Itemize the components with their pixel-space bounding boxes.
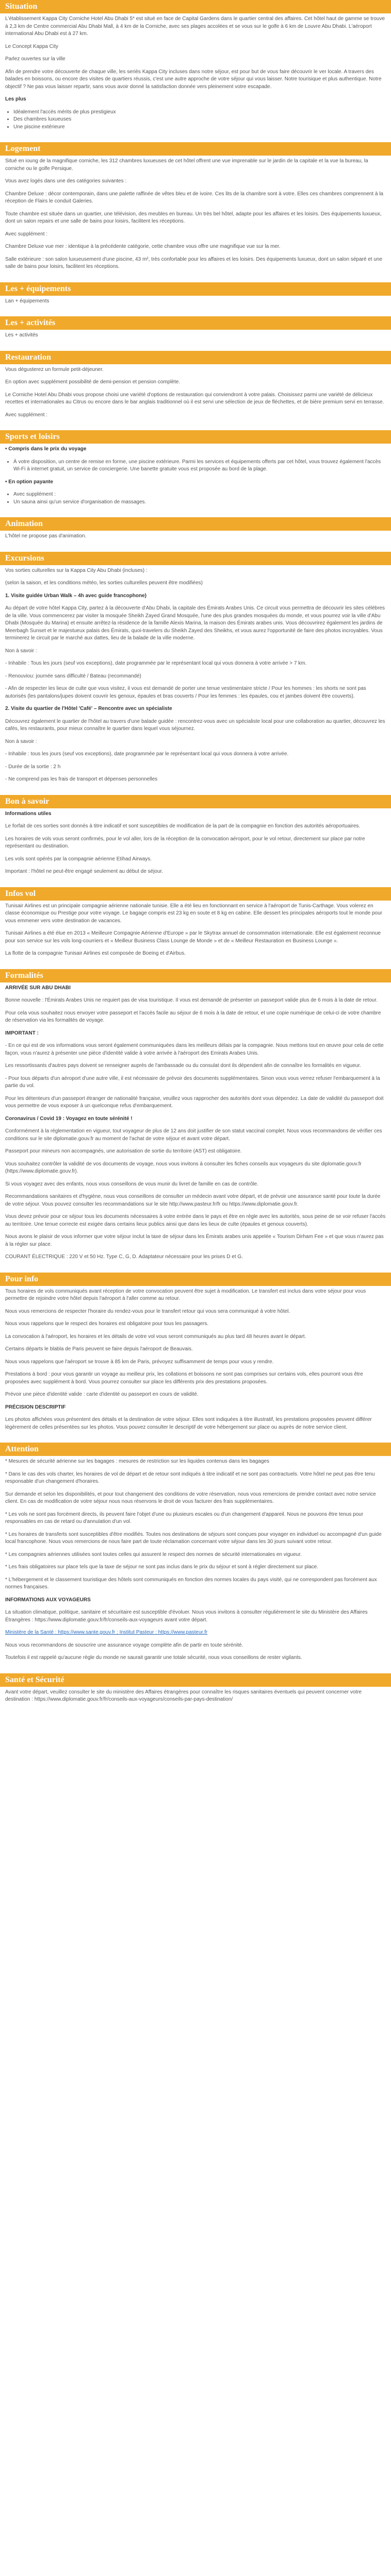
attention-text: Sur demande et selon les disponibilités, et pour tout changement des conditions de votre réservation, nous vous remercions de prendre contact avec notre service client. En cas de modification de votre séjour nous nous réservons le droit de vous facturer des frais supplémentaires. xyxy=(5,1491,376,1504)
attention-text: La situation climatique, politique, sanitaire et sécuritaire est susceptible d'évoluer. Nous vous invitons à consulter régulièrement le site du Ministère des Affaires Étrangères : https://www.diplomatie.gouv.fr/fr/conseils-aux-voyageurs avant votre départ. xyxy=(5,1609,368,1623)
logement-text: Salle extérieure : son salon luxueusement d'une piscine, 43 m², très confortable pour les affaires et les loisirs. Des équipements luxueux, dont un salon séparé et une salle de bains pour loisirs, facilitent les réceptions. xyxy=(5,256,383,269)
attention-text: * Les frais obligatoires sur place tels que la taxe de séjour ne sont pas inclus dans le prix du séjour et sont à régler directement sur place. xyxy=(5,1564,318,1570)
pour-info-text: Certains départs le blabla de Paris peuvent se faire depuis l'aéroport de Beauvais. xyxy=(5,1346,193,1352)
section-activites-header: Les + activités xyxy=(0,316,391,330)
les-plus-title: Les plus xyxy=(5,96,26,102)
formalites-text: COURANT ÉLECTRIQUE : 220 V et 50 Hz. Type C, G, D. Adaptateur nécessaire pour les prises D et G. xyxy=(5,1254,243,1260)
logement-text: Vous avez logés dans une des catégories suivantes : xyxy=(5,178,127,184)
formalites-text: Les ressortissants d'autres pays doivent se renseigner auprès de l'ambassade ou du consulat dont ils dépendent afin de connaître les formalités en vigueur. xyxy=(5,1063,361,1069)
list-item: • Une piscine extérieure xyxy=(13,124,386,131)
formalites-text: Passeport pour mineurs non accompagnés, une autorisation de sortie du territoire (AST) est obligatoire. xyxy=(5,1148,242,1154)
section-pour-info-body xyxy=(0,1286,391,1432)
list-item: • Idéalement l'accès mérits de plus prestigieux xyxy=(13,109,386,116)
section-situation-body xyxy=(0,13,391,131)
section-animation-header: Animation xyxy=(0,517,391,531)
section-formalites-header: Formalités xyxy=(0,969,391,982)
formalites-text: Si vous voyagez avec des enfants, nous vous conseillons de vous munir du livret de famille en cas de contrôle. xyxy=(5,1181,258,1187)
section-sante-body xyxy=(0,1687,391,1704)
les-plus-list xyxy=(5,109,386,131)
section-pour-info-header: Pour info xyxy=(0,1273,391,1286)
attention-text: * Les vols ne sont pas forcément directs, ils peuvent faire l'objet d'une ou plusieurs escales ou d'un changement d'appareil. Nous ne pouvons être tenus pour responsables en cas de retard ou d'annulation d'un vol. xyxy=(5,1511,364,1524)
animation-text: L'hôtel ne propose pas d'animation. xyxy=(5,533,87,539)
voyageurs-title: INFORMATIONS AUX VOYAGEURS xyxy=(5,1597,91,1603)
section-activites-body xyxy=(0,330,391,340)
excursions-text: Au départ de votre hôtel Kappa City, partez à la découverte d'Abu Dhabi, la capitale des Émirats Arabes Unis. Ce circuit vous permettra de découvrir les sites célèbres de la ville. Vous commencerez par visiter la mosquée Sheikh Zayed Grand Mosquée, l'une des plus grandes mosquées du monde, et vous pourrez voir la ville d'Abu Dhabi (Mosquée du Marina) et ensuite arrêtez-la résidence de la famille Alexis Marina, la maison des Émirats arabes unis. Vous découvrirez également les jardins de Meerbagh Sunset et le majestueux palais des Émirats, quoi-travelers du Sheikh Zayed des Sheikhs, et vous aurez l'opportunité de faire des photos incroyables. Vous terminerez le circuit par le marché aux dattes, lieu de la balade de la ville moderne. xyxy=(5,605,385,641)
excursions-text: - Ne comprend pas les frais de transport et dépenses personnelles xyxy=(5,776,158,782)
excursions-text: Découvrez également le quartier de l'hôtel au travers d'une balade guidée : rencontrez-vous avec un spécialiste local pour une collaboration au quartier, découvrez les cafés, les restaurants, pour mieux connaître le quartier dans lequel vous séjournez. xyxy=(5,718,385,732)
restauration-text: Le Corniche Hotel Abu Dhabi vous propose choisi une variété d'options de restauration qui conviendront à votre palais. Choisissez parmi une variété de délicieux recettes et internationales au Citrus ou encore dans le bar anglais traditionnel où il est servi une sélection de jeux de fléchettes, et de bière premium servi en terrasse. xyxy=(5,392,384,405)
formalites-text: Pour les détenteurs d'un passeport étranger de nationalité française, veuillez vous rapprocher des autorités dont vous dépendez. La date de validité du passeport doit vous permettre de vous exposer à un quelconque refus d'embarquement. xyxy=(5,1095,384,1109)
activites-text: Les + activités xyxy=(5,332,38,338)
excursion-title: 2. Visite du quartier de l'Hôtel 'Café' – Rencontre avec un spécialiste xyxy=(5,706,172,711)
section-formalites-body xyxy=(0,982,391,1261)
section-logement-header: Logement xyxy=(0,142,391,156)
infos-vol-text: Tunisair Airlines a été élue en 2013 « Meilleure Compagnie Aérienne d'Europe » par le Skytrax annuel de consommation internationale. Elle est également reconnue pour son service sur les vols long-courriers et « Meilleur Business Class Lounge de Monde » et de « Meilleur Restauration en Business Lounge ». xyxy=(5,930,381,944)
excursion-title: 1. Visite guidée Urban Walk – 4h avec guide francophone) xyxy=(5,592,146,599)
sports-included-list xyxy=(5,459,386,473)
section-equipements-header: Les + équipements xyxy=(0,282,391,296)
restauration-text: En option avec supplément possibilité de demi-pension et pension complète. xyxy=(5,379,181,385)
attention-text: Toutefois il est rappelé qu'aucune règle du monde ne saurait garantir une totale sécurité, nous vous conseillons de rester vigilants. xyxy=(5,1655,302,1660)
section-animation-body xyxy=(0,531,391,540)
attention-text: * Dans le cas des vols charter, les horaires de vol de départ et de retour sont indiqués à titre indicatif et ne sont pas contractuels. Votre hôtel ne peut pas être tenu responsable d'un changement d'horaires. xyxy=(5,1471,375,1484)
pour-info-text: Prévoir une pièce d'identité valide : carte d'identité ou passeport en cours de validité. xyxy=(5,1392,199,1397)
section-restauration-header: Restauration xyxy=(0,351,391,364)
section-restauration-body xyxy=(0,364,391,419)
formalites-text: Recommandations sanitaires et d'hygiène, nous vous conseillons de consulter un médecin avant votre départ, et de prévoir une assurance santé pour toute la durée de votre séjour. Vous pouvez consulter les recommandations sur le site http://www.pasteur.fr/fr ou https://www.diplomatie.gouv.fr. xyxy=(5,1194,381,1207)
attention-text: * Les horaires de transferts sont susceptibles d'être modifiés. Toutes nos destinations de séjours sont conçues pour voyager en individuel ou accompagné d'un guide local francophone. Nous vous remercions de nous faire part de toute réclamation concernant votre séjour dans les 30 jours suivant votre retour. xyxy=(5,1531,382,1545)
section-logement-body xyxy=(0,156,391,271)
section-infos-vol-body xyxy=(0,901,391,958)
excursions-text: - Inhabile : Tous les jours (seuf vos exceptions), date programmée par le représentant local qui vous donnera à votre arrivée > 7 km. xyxy=(5,660,307,666)
excursions-text: - Afin de respecter les lieux de culte que vous visitez, il vous est demandé de porter une tenue vestimentaire stricte / Pour les hommes : les shorts ne sont pas autorisés (les pantalons/jupes doivent couvrir les genoux, épaules et bras couverts / Pour les femmes : les épaules, cou et jambes doivent être couverts). xyxy=(5,686,366,699)
section-sante-header: Santé et Sécurité xyxy=(0,1673,391,1687)
pour-info-text: Les photos affichées vous présentent des détails et la destination de votre séjour. Elles sont indiquées à titre illustratif, les prestations proposées peuvent différer légèrement de celles présentées sur les photos. Vous pouvez consulter le descriptif de votre hébergement sur place ou auprès de notre service client. xyxy=(5,1417,372,1430)
section-attention-body xyxy=(0,1456,391,1662)
concept-text: Afin de prendre votre découverte de chaque ville, les seriès Kappa City incluses dans notre séjour, est pour but de vous faire découvrir le ver locale. A travers des balades en boissons, ou encore des visites de quartiers réussis, c'est une autre approche de votre séjour qui vous laisser. Notre tourisique et plus authentique. Notre objectif ? Ne pas vous laisser repartir, sans vous avoir donné la satisfaction donnée vers pleinement votre escapade. xyxy=(5,69,382,90)
logement-text: Chambre Deluxe vue mer : identique à la précédente catégorie, cette chambre vous offre une magnifique vue sur la mer. xyxy=(5,244,281,249)
formalites-text: Vous souhaitez contrôler la validité de vos documents de voyage, nous vous invitons à consulter les fiches conseils aux voyageurs du site diplomatie.gouv.fr (https://www.diplomatie.gouv.fr). xyxy=(5,1161,362,1174)
formalites-text: - Pour tous départs d'un aéroport d'une autre ville, il est nécessaire de prévoir des documents supplémentaires. Sinon vous vous verrez refuser l'embarquement à la partie du vol. xyxy=(5,1075,380,1089)
sports-option-list xyxy=(5,491,386,506)
situation-text: L'établissement Kappa City Corniche Hotel Abu Dhabi 5* est situé en face de Capital Gardens dans le quartier central des affaires. Cet hôtel haut de gamme se trouve à 2,3 km de Centre commercial Abu Dhabi Mall, à 4 km de la Corniche, avec ses plages accolées et se vous sur le golfe à 6 km de Louvre Abu Dhabi. L'aéroport international Abu Dhabi est à 27 km. xyxy=(5,16,385,37)
section-bon-savoir-body xyxy=(0,808,391,876)
equipements-text: Lan + équipements xyxy=(5,298,50,304)
section-infos-vol-header: Infos vol xyxy=(0,887,391,901)
attention-text: * Les compagnies aériennes utilisées sont toutes celles qui assurent le respect des normes de sécurité internationales en vigueur. xyxy=(5,1551,302,1557)
infos-vol-text: La flotte de la compagnie Tunisair Airlines est composée de Boeing et d'Airbus. xyxy=(5,951,186,956)
restauration-text: Vous dégusterez un formule petit-déjeuner. xyxy=(5,366,104,372)
list-item: • Des chambres luxueuses xyxy=(13,116,386,124)
formalites-text: Nous avons le plaisir de vous informer que votre séjour inclut la taxe de séjour dans les Émirats arabes unis appelée « Tourism Dirham Fee » et que vous n'aurez pas à la régler sur place. xyxy=(5,1234,384,1247)
restauration-text: Avec supplément : xyxy=(5,412,48,418)
formalites-text: Pour cela vous souhaitez nous envoyer votre passeport et l'accès facile au séjour de 6 mois à la date de retour, et une copie numérique de celui-ci de votre chambre de réservation via les formalités de voyage. xyxy=(5,1010,381,1023)
logement-text: Toute chambre est située dans un quartier, une télévision, des meubles en bureau. Un très bel hôtel, adapte pour les affaires et les loisirs. Des équipements luxueux, dont un salon repairs et une salle de bains pour loisirs, facilitent les réceptions. xyxy=(5,211,382,224)
logement-text: Avec supplément : xyxy=(5,231,48,237)
sports-included-title: • Compris dans le prix du voyage xyxy=(5,446,87,452)
list-item: • À votre disposition, un centre de remise en forme, une piscine extérieure. Parmi les services et équipements offerts par cet hôtel, vous trouvez également l'accès Wi-Fi à internet gratuit, un service de conciergerie. Une banette gratuite vous est proposée au bord de la plage. xyxy=(13,459,386,473)
pour-info-text: Nous vous rappelons que le respect des horaires est obligatoire pour tous les passagers. xyxy=(5,1321,209,1327)
excursions-text: Non à savoir : xyxy=(5,648,37,654)
pour-info-text: Prestations à bord : pour vous garantir un voyage au meilleur prix, les collations et boissons ne sont pas comprises sur certains vols, elles pourront vous être proposées avec supplément à bord. Vous pourrez consulter sur place les différents prix des prestations proposées. xyxy=(5,1371,363,1385)
precision-title: PRÉCISION DESCRIPTIF xyxy=(5,1404,66,1410)
formalites-title: ARRIVÉE SUR ABU DHABI xyxy=(5,985,71,991)
bon-savoir-text: Important : l'hôtel ne peut-être engagé seulement au début de séjour. xyxy=(5,869,164,874)
excursions-text: - Inhabile : tous les jours (seuf vos exceptions), date programmée par le représentant local qui vous donnera à votre arrivée. xyxy=(5,751,289,757)
section-equipements-body xyxy=(0,296,391,306)
pour-info-text: Nous vous remercions de respecter l'horaire du rendez-vous pour le transfert retour qui vous sera communiqué à votre hôtel. xyxy=(5,1308,290,1314)
sports-option-title: • En option payante xyxy=(5,479,53,485)
concept-title: Le Concept Kappa City xyxy=(5,43,58,49)
formalites-text: Bonne nouvelle : l'Émirats Arabes Unis ne requiert pas de visa touristique. Il vous est demandé de présenter un passeport valide plus de 6 mois à la date de retour. xyxy=(5,997,378,1003)
attention-text: * L'hébergement et le classement touristique des hôtels sont communiqués en fonction des normes locales du pays visité, qui ne correspondent pas forcément aux normes françaises. xyxy=(5,1577,377,1590)
section-attention-header: Attention xyxy=(0,1443,391,1456)
logement-text: Chambre Deluxe : décor contemporain, dans une palette raffinée de vêtes bleu et de ivoire. Ces lits de la chambre sont à votre. Elles ces chambres comprennent à la réception de Flairs le conduit Galeries. xyxy=(5,191,383,204)
sante-text: Avant votre départ, veuillez consulter le site du ministère des Affaires étrangères pour connaître les risques sanitaires éventuels qui peuvent concerner votre destination : https://www.diplomatie.gouv.fr/fr/conseils-aux-voyageurs/conseils-par-pays-destination/ xyxy=(5,1689,362,1702)
excursions-text: (selon la saison, et les conditions météo, les sorties culturelles peuvent être modifiées) xyxy=(5,580,203,586)
pour-info-text: Tous horaires de vols communiqués avant réception de votre convocation peuvent être sujet à modification. Le transfert est inclus dans votre séjour pour vous permettre de rejoindre votre hôtel depuis l'aéroport à l'aller comme au retour. xyxy=(5,1288,366,1301)
attention-text: Nous vous recommandons de souscrire une assurance voyage complète afin de partir en toute sérénité. xyxy=(5,1642,243,1648)
excursions-text: - Durée de la sortie : 2 h xyxy=(5,764,61,770)
concept-subtitle: Parlez ouvertes sur la ville xyxy=(5,56,66,62)
bon-savoir-text: Les horaires de vols vous seront confirmés, pour le vol aller, lors de la réception de la convocation aéroport, pour le vol retour, directement sur place par notre représentant ou destination. xyxy=(5,836,365,849)
health-links[interactable]: Ministère de la Santé : https://www.sante.gouv.fr ; Institut Pasteur : https://www.pasteur.fr xyxy=(5,1630,208,1635)
bon-savoir-text: Le forfait de ces sorties sont donnés à titre indicatif et sont susceptibles de modification de la part de la compagnie en fonction des autorités aéroportuaires. xyxy=(5,823,361,829)
formalites-text: Conformément à la réglementation en vigueur, tout voyageur de plus de 12 ans doit justifier de son statut vaccinal complet. Nous vous recommandons de vérifier ces conditions sur le site diplomatie.gouv.fr au moment de l'achat de votre séjour et avant votre départ. xyxy=(5,1128,382,1142)
formalites-text: Vous devez prévoir pour ce séjour tous les documents nécessaires à votre entrée dans le pays et être en règle avec les autorités, sous peine de se voir refuser l'accès au territoire. Une tenue correcte est exigée dans certains lieux publics ainsi que dans les lieux de culte (épaules et genoux couverts). xyxy=(5,1214,386,1227)
excursions-text: Vos sorties culturelles sur la Kappa City Abu Dhabi (incluses) : xyxy=(5,567,148,573)
pour-info-text: Nous vous rappelons que l'aéroport se trouve à 85 km de Paris, prévoyez suffisamment de temps pour vous y rendre. xyxy=(5,1359,274,1365)
bon-savoir-text: Les vols sont opérés par la compagnie aérienne Etihad Airways. xyxy=(5,856,152,862)
pour-info-text: La convocation à l'aéroport, les horaires et les détails de votre vol vous seront communiqués au plus tard 48 heures avant le départ. xyxy=(5,1333,306,1340)
section-excursions-header: Excursions xyxy=(0,552,391,565)
attention-text: * Mesures de sécurité aérienne sur les bagages : mesures de restriction sur les liquides contenus dans les bagages xyxy=(5,1459,269,1464)
formalites-important: IMPORTANT : xyxy=(5,1030,39,1036)
formalites-text: - En ce qui est de vos informations vous seront également communiquées dans les meilleurs délais par la compagnie. Nous mettons tout en œuvre pour cela de cette façon, vous n'aurez à présenter une pièce d'identité valide à votre arrivée à l'aéroport des Emirats Arabes Unis. xyxy=(5,1043,384,1056)
section-sports-body xyxy=(0,444,391,506)
list-item: • Un sauna ainsi qu'un service d'organisation de massages. xyxy=(13,499,386,506)
infos-vol-text: Tunisair Airlines est un principale compagnie aérienne nationale tunisie. Elle a été lieu en fonctionnant en service à l'aéroport de Tunis-Carthage. Vous volerez en classe économique ou Prestige pour votre voyage. Le bagage compris est 23 kg en soute et 8 kg en cabine. Elle dessert les principales aéroports tout le monde pour vous emmener vers votre destination de vacances. xyxy=(5,903,382,924)
section-excursions-body xyxy=(0,565,391,784)
section-sports-header: Sports et loisirs xyxy=(0,430,391,444)
logement-text: Situé en ioung de la magnifique corniche, les 312 chambres luxueuses de cet hôtel offrent une vue imprenable sur le jardin de la capitale et la vue la bureau, la corniche ou le golfe Persique. xyxy=(5,158,368,172)
bon-savoir-title: Informations utiles xyxy=(5,810,52,817)
list-item: • Avec supplément : xyxy=(13,491,386,499)
excursions-text: - Renouviou: journée sans difficulté / Bateau (recommandé) xyxy=(5,673,141,679)
formalites-covid-title: Coronavirus / Covid 19 : Voyagez en toute sérénité ! xyxy=(5,1115,133,1122)
excursions-text: Non à savoir : xyxy=(5,738,37,744)
section-bon-savoir-header: Bon à savoir xyxy=(0,795,391,808)
section-situation-header: Situation xyxy=(0,0,391,13)
